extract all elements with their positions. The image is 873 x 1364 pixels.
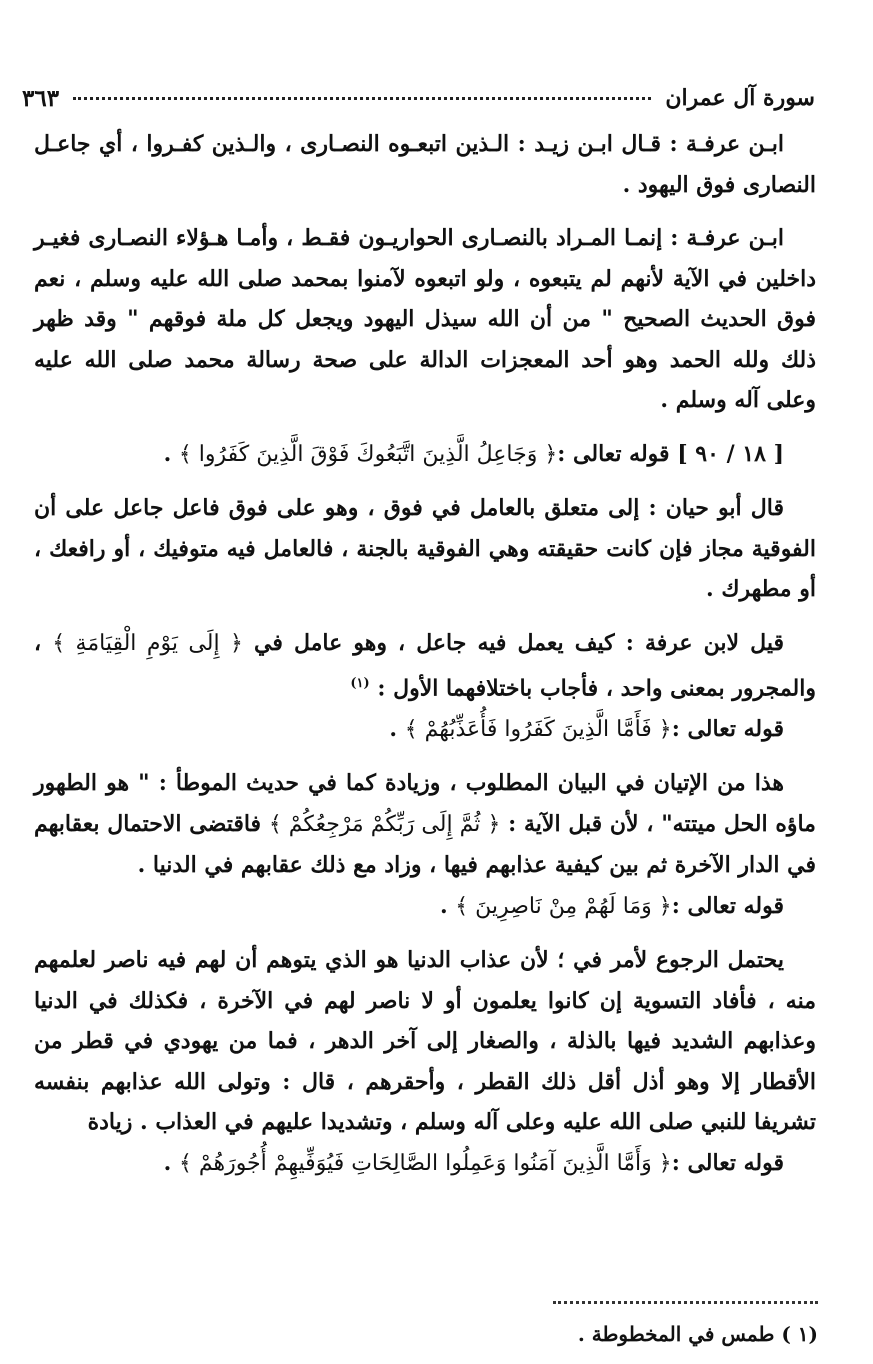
quran-quote: ﴿ ثُمَّ إِلَى رَبِّكُمْ مَرْجِعُكُمْ ﴾ [268, 811, 501, 837]
verse-heading: [ ١٨ / ٩٠ ] قوله تعالى :﴿ وَجَاعِلُ الَّذِينَ اتَّبَعُوكَ فَوْقَ الَّذِينَ كَفَرُوا ﴾ . [163, 440, 784, 467]
paragraph: قال أبو حيان : إلى متعلق بالعامل في فوق ، وهو على فوق فاعل جاعل على أن الفوقية مجاز فإن كانت حقيقته وهي الفوقية بالجنة ، فالعامل فيه متوفيك ، أو رافعك ، أو مطهرك . [34, 495, 816, 602]
paragraph: هذا من الإتيان في البيان المطلوب ، وزيادة كما في حديث الموطأ : " هو الطهور ماؤه الحل ميتته" ، لأن قبل الآية : ﴿ ثُمَّ إِلَى رَبِّكُمْ مَرْجِعُكُمْ ﴾ فاقتضى الاحتمال بعقابهم في الدار الآخرة ثم بين كيفية عذابهم فيها ، وزاد مع ذلك عقابهم في الدنيا . [34, 770, 816, 879]
quran-quote: ﴿ وَجَاعِلُ الَّذِينَ اتَّبَعُوكَ فَوْقَ الَّذِينَ كَفَرُوا ﴾ [178, 441, 558, 467]
paragraph: يحتمل الرجوع لأمر في ؛ لأن عذاب الدنيا هو الذي يتوهم أن لهم فيه ناصر لعلمهم منه ، فأفاد التسوية إن كانوا يعلمون أو لا ناصر لهم في الآخرة ، فكذلك في الدنيا وعذابهم الشديد فيها بالذلة ، والصغار إلى آخر الدهر ، فما من يهودي في قطر من الأقطار إلا وهو أذل أقل ذلك القطر ، وأحقرهم ، قال : وتولى الله عذابهم بنفسه تشريفا للنبي صلى الله عليه وعلى آله وسلم ، وتشديدا عليهم في العذاب . زيادة [34, 947, 817, 1136]
page-body [34, 124, 816, 1184]
verse-heading: قوله تعالى :﴿ فَأَمَّا الَّذِينَ كَفَرُوا فَأُعَذِّبُهُمْ ﴾ . [389, 715, 784, 742]
paragraph: ابـن عرفـة : قـال ابـن زيـد : الـذين اتبعـوه النصـارى ، والـذين كفـروا ، أي جاعـل النصارى فوق اليهود . [34, 131, 816, 198]
page-number: ٣٦٣ [22, 84, 60, 112]
footnote: (١ ) طمس في المخطوطة . [577, 1322, 818, 1346]
surah-title: سورة آل عمران [665, 85, 815, 111]
paragraph: قيل لابن عرفة : كيف يعمل فيه جاعل ، وهو عامل في ﴿ إِلَى يَوْمِ الْقِيَامَةِ ﴾ ، والمجرور بمعنى واحد ، فأجاب باختلافهما الأول : $^{(١)}$ [34, 629, 816, 702]
paragraph: ابـن عرفـة : إنمـا المـراد بالنصـارى الحواريـون فقـط ، وأمـا هـؤلاء النصـارى فغيـر داخلين في الآية لأنهم لم يتبعوه ، ولو اتبعوه لآمنوا بمحمد صلى الله عليه وسلم ، نعم فوق الحديث الصحيح " من أن الله سيذل اليهود ويجعل كل ملة فوقهم " وقد ظهر ذلك ولله الحمد وهو أحد المعجزات الدالة على صحة رسالة محمد صلى الله عليه وعلى آله وسلم . [34, 225, 816, 413]
quran-quote: ﴿ وَأَمَّا الَّذِينَ آمَنُوا وَعَمِلُوا الصَّالِحَاتِ فَيُوَفِّيهِمْ أُجُورَهُمْ ﴾ [178, 1150, 672, 1176]
header-dot-leader [73, 89, 651, 100]
footnote-separator [553, 1301, 818, 1304]
quran-quote: ﴿ وَمَا لَهُمْ مِنْ نَاصِرِينَ ﴾ [455, 893, 672, 919]
quran-quote: ﴿ فَأَمَّا الَّذِينَ كَفَرُوا فَأُعَذِّبُهُمْ ﴾ [404, 716, 672, 742]
footnote-ref: (١) [350, 676, 370, 691]
quran-quote: ﴿ إِلَى يَوْمِ الْقِيَامَةِ ﴾ [52, 630, 243, 656]
running-header [22, 78, 815, 118]
verse-heading: قوله تعالى :﴿ وَمَا لَهُمْ مِنْ نَاصِرِينَ ﴾ . [439, 892, 784, 919]
verse-heading: قوله تعالى :﴿ وَأَمَّا الَّذِينَ آمَنُوا وَعَمِلُوا الصَّالِحَاتِ فَيُوَفِّيهِمْ أُجُورَهُمْ ﴾ . [163, 1149, 784, 1176]
